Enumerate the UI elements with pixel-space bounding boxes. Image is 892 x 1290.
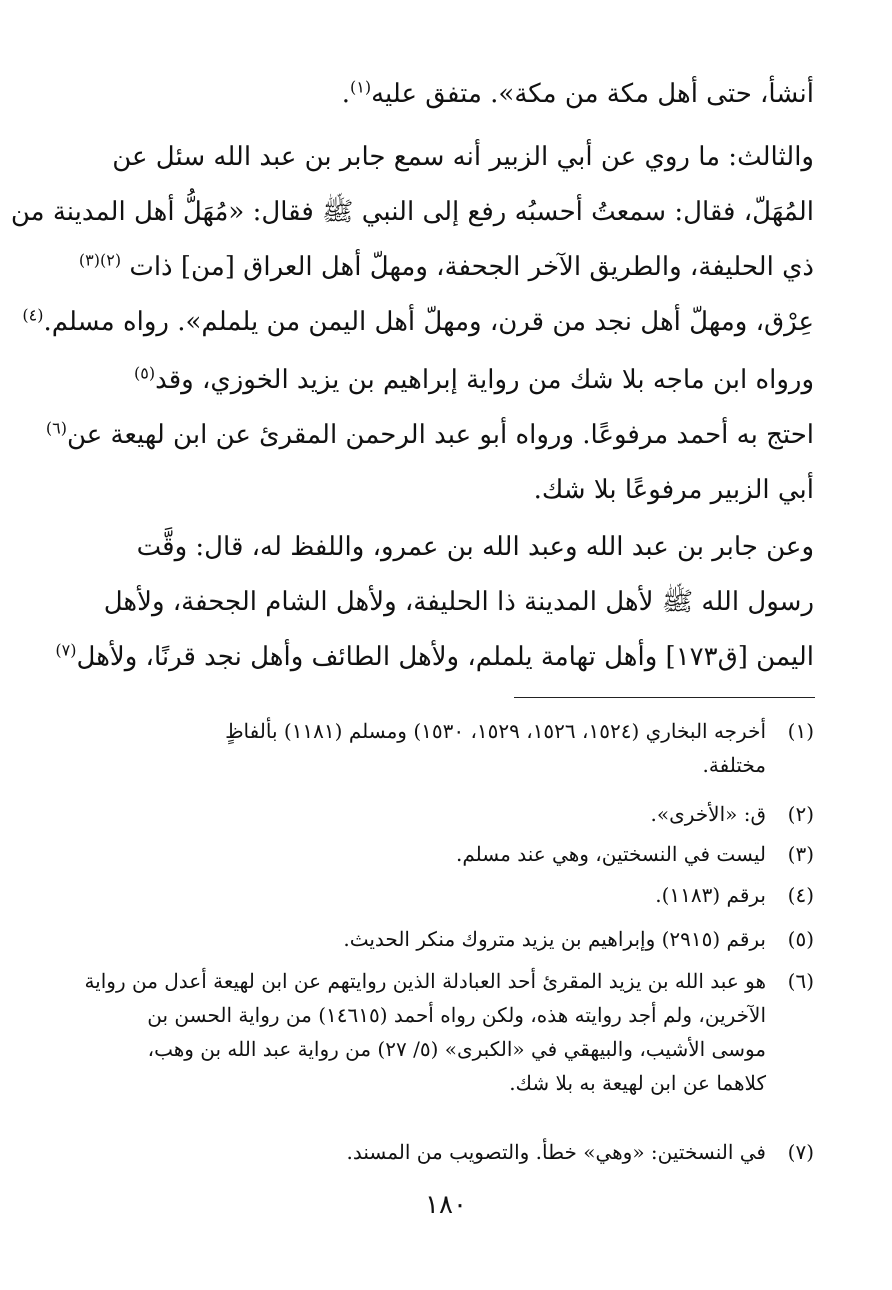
footnote-number: (٢) bbox=[787, 802, 814, 826]
footnote-marker: (٧) bbox=[55, 640, 77, 660]
footnote-number: (٦) bbox=[787, 969, 814, 993]
text-line: أبي الزبير مرفوعًا بلا شك. bbox=[533, 475, 814, 505]
paragraph-3 bbox=[45, 353, 814, 518]
footnote-number: (٤) bbox=[787, 883, 814, 907]
footnote-1 bbox=[80, 714, 814, 782]
footnote-line: هو عبد الله بن يزيد المقرئ أحد العبادلة الذين روايتهم عن ابن لهيعة أعدل من رواية bbox=[84, 969, 766, 993]
paragraph-2 bbox=[10, 130, 814, 350]
paragraph-4 bbox=[55, 520, 814, 685]
footnote-line: برقم (٢٩١٥) وإبراهيم بن يزيد متروك منكر الحديث. bbox=[343, 927, 766, 951]
footnote-line: مختلفة. bbox=[702, 753, 766, 777]
paragraph-1 bbox=[80, 67, 814, 122]
footnote-number: (١) bbox=[787, 719, 814, 743]
page-number: ١٨٠ bbox=[425, 1190, 467, 1220]
footnote-line: ليست في النسختين، وهي عند مسلم. bbox=[456, 842, 766, 866]
footnote-6 bbox=[80, 964, 814, 1100]
footnote-5 bbox=[80, 922, 814, 956]
footnote-line: برقم (١١٨٣). bbox=[655, 883, 766, 907]
footnote-marker: (٢) bbox=[100, 250, 122, 270]
footnote-marker: (١) bbox=[350, 77, 372, 97]
text-line: رسول الله ﷺ لأهل المدينة ذا الحليفة، ولأهل الشام الجحفة، ولأهل bbox=[103, 587, 814, 617]
footnote-4 bbox=[80, 878, 814, 912]
footnote-line: ق: «الأخرى». bbox=[650, 802, 766, 826]
text-line: والثالث: ما روي عن أبي الزبير أنه سمع جابر بن عبد الله سئل عن bbox=[112, 142, 814, 172]
footnote-2 bbox=[80, 797, 814, 831]
footnote-line: موسى الأشيب، والبيهقي في «الكبرى» (٥/ ٢٧) من رواية عبد الله بن وهب، bbox=[147, 1037, 766, 1061]
footnote-marker: (٣) bbox=[78, 250, 100, 270]
footnote-line: أخرجه البخاري (١٥٢٤، ١٥٢٦، ١٥٢٩، ١٥٣٠) ومسلم (١١٨١) بألفاظٍ bbox=[225, 719, 766, 743]
footnote-3 bbox=[80, 837, 814, 871]
footnote-number: (٥) bbox=[787, 927, 814, 951]
footnote-marker: (٥) bbox=[134, 363, 156, 383]
footnote-marker: (٤) bbox=[22, 305, 44, 325]
footnote-line: الآخرين، ولم أجد روايته هذه، ولكن رواه أحمد (١٤٦١٥) من رواية الحسن بن bbox=[147, 1003, 766, 1027]
footnote-7 bbox=[80, 1135, 814, 1169]
text-line: وعن جابر بن عبد الله وعبد الله بن عمرو، واللفظ له، قال: وقَّت bbox=[136, 532, 814, 562]
footnote-marker: (٦) bbox=[45, 418, 67, 438]
footnote-number: (٧) bbox=[787, 1140, 814, 1164]
text-line: ذي الحليفة، والطريق الآخر الجحفة، ومهلّ أهل العراق [من] ذات $^{(٢)(٣)}$ bbox=[78, 250, 814, 282]
text-line: اليمن [ق١٧٣] وأهل تهامة يلملم، ولأهل الطائف وأهل نجد قرنًا، ولأهل$^{(٧)}$ bbox=[55, 640, 814, 672]
footnote-number: (٣) bbox=[787, 842, 814, 866]
text-line: المُهَلّ، فقال: سمعتُ أحسبُه رفع إلى النبي ﷺ فقال: «مُهَلُّ أهل المدينة من bbox=[10, 197, 814, 227]
text-line: ورواه ابن ماجه بلا شك من رواية إبراهيم بن يزيد الخوزي، وقد$^{(٥)}$ bbox=[134, 363, 814, 395]
text-line: أنشأ، حتى أهل مكة من مكة». متفق عليه$^{(١)}$. bbox=[341, 77, 814, 109]
text-line: احتج به أحمد مرفوعًا. ورواه أبو عبد الرحمن المقرئ عن ابن لهيعة عن$^{(٦)}$ bbox=[45, 418, 814, 450]
footnote-line: في النسختين: «وهي» خطأ. والتصويب من المسند. bbox=[346, 1140, 766, 1164]
text-line: عِرْق، ومهلّ أهل نجد من قرن، ومهلّ أهل اليمن من يلملم». رواه مسلم.$^{(٤)}$ bbox=[22, 305, 814, 337]
footnote-line: كلاهما عن ابن لهيعة به بلا شك. bbox=[509, 1071, 766, 1095]
footnote-separator bbox=[514, 697, 815, 698]
